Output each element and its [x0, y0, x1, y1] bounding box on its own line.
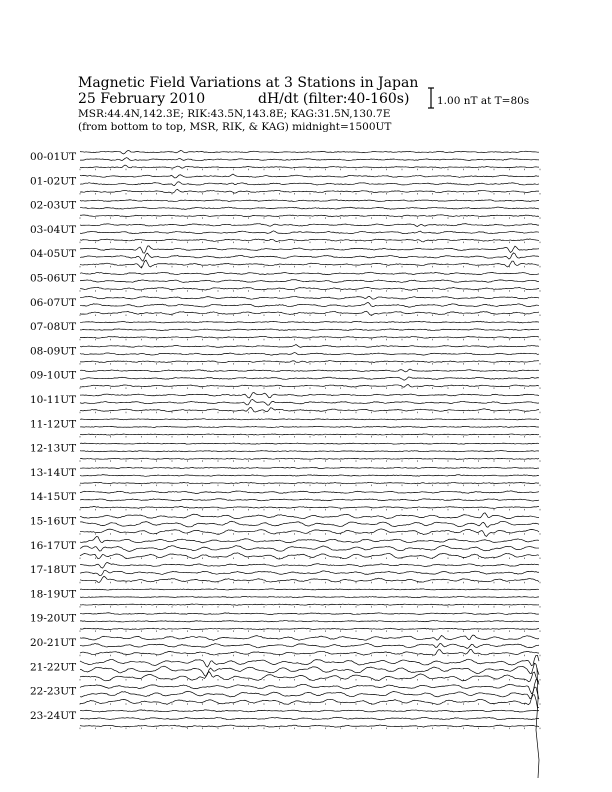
- station-trace: [80, 467, 539, 468]
- station-trace: [80, 529, 539, 536]
- station-order-note: (from bottom to top, MSR, RIK, & KAG) midnight=1500UT: [78, 121, 392, 133]
- station-trace: [80, 260, 539, 268]
- station-trace: [80, 246, 539, 253]
- station-trace: [80, 589, 539, 590]
- row-label: 01-02UT: [30, 175, 77, 188]
- station-trace: [80, 628, 539, 630]
- station-trace: [80, 546, 539, 552]
- station-trace: [80, 200, 539, 202]
- station-trace: [80, 369, 539, 372]
- station-trace: [80, 174, 539, 178]
- station-trace: [80, 695, 539, 708]
- station-trace: [80, 536, 539, 542]
- station-trace: [80, 499, 539, 501]
- chart-date: 25 February 2010: [78, 91, 206, 107]
- station-trace: [80, 649, 539, 655]
- row-label: 12-13UT: [30, 442, 77, 455]
- row-label: 14-15UT: [30, 491, 77, 504]
- station-trace: [80, 189, 539, 193]
- row-label: 15-16UT: [30, 515, 77, 528]
- station-trace: [80, 562, 539, 568]
- station-trace: [80, 329, 539, 331]
- station-trace: [80, 443, 539, 444]
- station-trace: [80, 506, 539, 508]
- station-trace: [80, 458, 539, 459]
- scale-bar: [428, 88, 529, 108]
- station-trace: [80, 287, 539, 290]
- station-trace: [80, 613, 539, 615]
- scale-bar-label: 1.00 nT at T=80s: [437, 95, 530, 107]
- row-label: 17-18UT: [30, 564, 77, 577]
- row-label: 13-14UT: [30, 466, 77, 479]
- row-label: 22-23UT: [30, 685, 77, 698]
- station-trace: [80, 553, 539, 559]
- station-trace: [80, 296, 539, 299]
- station-trace: [80, 352, 539, 355]
- station-trace: [80, 280, 539, 283]
- station-trace: [80, 426, 539, 427]
- row-label: 20-21UT: [30, 637, 77, 649]
- large-excursion-trace: [536, 668, 539, 778]
- chart-title: Magnetic Field Variations at 3 Stations in Japan: [78, 75, 419, 91]
- station-trace: [80, 635, 539, 640]
- station-trace: [80, 491, 539, 494]
- station-trace: [80, 621, 539, 622]
- row-label: 21-22UT: [30, 661, 77, 674]
- station-trace: [80, 672, 539, 682]
- station-trace: [80, 377, 539, 380]
- station-trace: [80, 231, 539, 234]
- row-label: 09-10UT: [30, 369, 77, 382]
- station-trace: [80, 158, 539, 161]
- station-trace: [80, 680, 539, 694]
- station-trace: [80, 165, 539, 168]
- row-label: 03-04UT: [30, 223, 77, 236]
- station-trace: [80, 239, 539, 242]
- row-label: 06-07UT: [30, 296, 77, 309]
- chart-quantity: dH/dt (filter:40-160s): [258, 91, 410, 107]
- row-label: 16-17UT: [30, 539, 77, 552]
- row-label: 19-20UT: [30, 612, 77, 625]
- station-trace: [80, 655, 539, 667]
- station-trace: [80, 336, 539, 338]
- station-trace: [80, 576, 539, 582]
- station-trace: [80, 513, 539, 519]
- row-label: 04-05UT: [30, 248, 77, 261]
- row-label: 23-24UT: [30, 709, 77, 722]
- row-label: 18-19UT: [30, 588, 77, 601]
- row-label: 11-12UT: [30, 418, 77, 431]
- station-trace: [80, 717, 539, 720]
- station-trace: [80, 151, 539, 154]
- station-trace: [80, 596, 539, 597]
- station-trace: [80, 451, 539, 452]
- station-trace: [80, 604, 539, 605]
- hour-rows: [30, 151, 540, 778]
- station-trace: [80, 399, 539, 405]
- station-trace: [80, 643, 539, 648]
- station-trace: [80, 215, 539, 217]
- station-trace: [80, 272, 539, 275]
- row-label: 08-09UT: [30, 345, 77, 358]
- station-trace: [80, 321, 539, 323]
- row-label: 05-06UT: [30, 272, 77, 285]
- station-trace: [80, 311, 539, 315]
- station-trace: [80, 434, 539, 435]
- station-trace: [80, 482, 539, 483]
- station-trace: [80, 687, 539, 699]
- station-trace: [80, 521, 539, 527]
- station-trace: [80, 407, 539, 412]
- station-trace: [80, 207, 539, 209]
- station-trace: [80, 302, 539, 307]
- station-trace: [80, 182, 539, 186]
- station-trace: [80, 393, 539, 398]
- row-label: 02-03UT: [30, 199, 77, 212]
- station-trace: [80, 419, 539, 420]
- station-trace: [80, 224, 539, 227]
- row-label: 07-08UT: [30, 321, 77, 334]
- station-trace: [80, 570, 539, 575]
- station-trace: [80, 253, 539, 261]
- row-label: 10-11UT: [30, 394, 77, 406]
- station-trace: [80, 475, 539, 477]
- station-coordinates: MSR:44.4N,142.3E; RIK:43.5N,143.8E; KAG:31.5N,130.7E: [78, 108, 391, 120]
- station-trace: [80, 385, 539, 388]
- station-trace: [80, 345, 539, 348]
- row-label: 00-01UT: [30, 151, 77, 163]
- station-trace: [80, 725, 539, 727]
- station-trace: [80, 361, 539, 363]
- station-trace: [80, 710, 539, 712]
